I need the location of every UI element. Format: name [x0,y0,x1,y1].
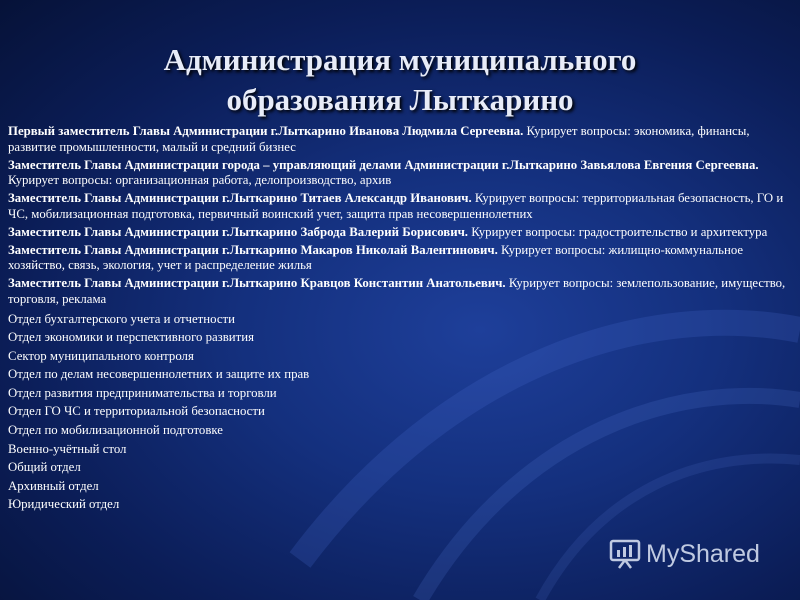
department-item: Отдел по мобилизационной подготовке [8,423,223,438]
deputy-duties: Курирует вопросы: землепользование, имущество, торговля, реклама [8,276,786,306]
department-item: Военно-учётный стол [8,441,127,456]
title-line-1: Администрация муниципального [163,42,637,77]
presentation-board-icon [608,537,642,571]
deputy-entry [8,225,796,241]
slide-title [0,40,800,120]
deputy-entry [8,243,796,274]
department-item: Отдел ГО ЧС и территориальной безопасности [8,404,265,419]
deputy-duties: Курирует вопросы: градостроительство и архитектура [468,224,768,239]
department-item: Архивный отдел [8,478,99,493]
deputy-name: Заместитель Главы Администрации города – управляющий делами Администрации г.Лыткарино Завьялова Евгения Сергеевна. [8,157,759,172]
department-item: Общий отдел [8,460,81,475]
deputy-entry [8,158,796,189]
myshared-watermark [608,536,760,572]
deputy-duties: Курирует вопросы: жилищно-коммунальное хозяйство, связь, экология, учет и распределение жилья [8,242,744,272]
department-item: Сектор муниципального контроля [8,348,194,363]
deputy-name: Заместитель Главы Администрации г.Лыткарино Кравцов Константин Анатольевич. [8,276,506,290]
slide-content [8,124,796,514]
department-item: Отдел развития предпринимательства и торговли [8,385,277,400]
deputy-entry [8,191,796,222]
deputy-duties: Курирует вопросы: экономика, финансы, развитие промышленности, малый и средний бизнес [8,124,750,154]
watermark-text: MyShared [646,539,760,568]
deputy-entry [8,276,796,307]
deputy-name: Заместитель Главы Администрации г.Лыткарино Макаров Николай Валентинович. [8,242,498,257]
deputy-name: Заместитель Главы Администрации г.Лыткарино Заброда Валерий Борисович. [8,224,469,239]
deputy-duties: Курирует вопросы: организационная работа, делопроизводство, архив [8,173,392,187]
title-line-2: образования Лыткарино [226,82,574,117]
deputy-name: Первый заместитель Главы Администрации г.Лыткарино Иванова Людмила Сергеевна. [8,124,524,138]
deputy-duties: Курирует вопросы: территориальная безопасность, ГО и ЧС, мобилизационная подготовка, первичный воинский учет, защита прав несовершеннолетних [8,191,784,221]
department-item: Отдел экономики и перспективного развития [8,330,254,345]
deputy-entry [8,124,796,155]
department-item: Отдел бухгалтерского учета и отчетности [8,311,235,326]
deputy-name: Заместитель Главы Администрации г.Лыткарино Титаев Александр Иванович. [8,191,472,205]
department-item: Отдел по делам несовершеннолетних и защите их прав [8,367,310,382]
department-item: Юридический отдел [8,497,120,512]
